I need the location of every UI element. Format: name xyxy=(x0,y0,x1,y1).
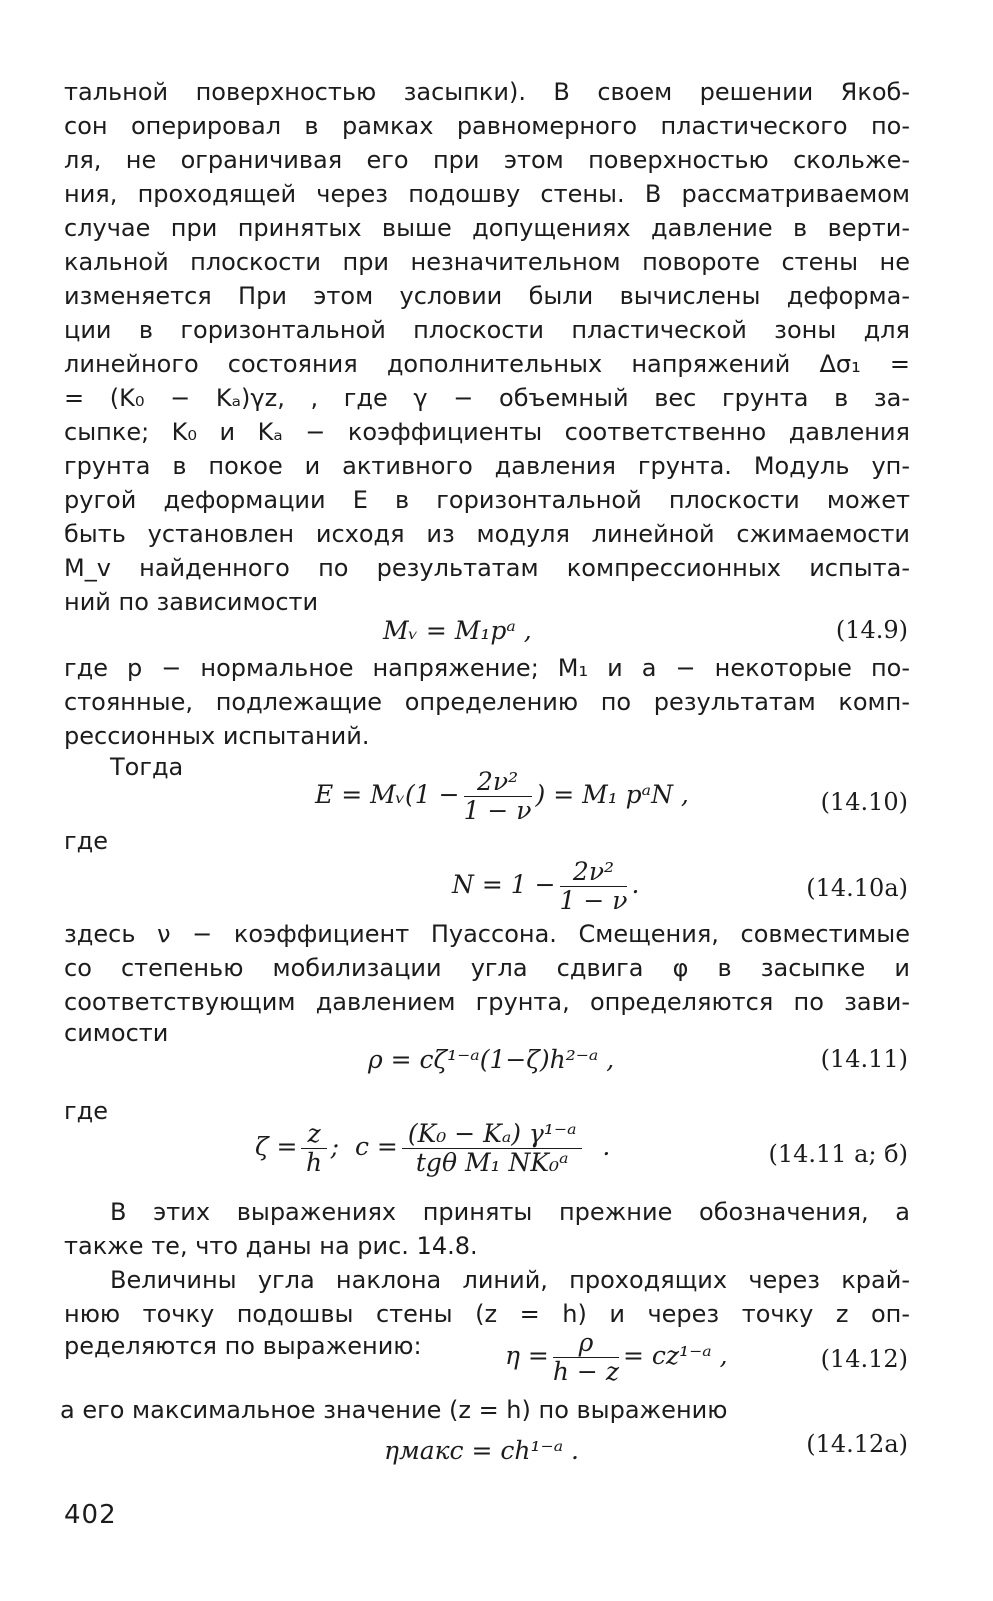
numerator: ρ xyxy=(553,1329,619,1358)
formula-part: ) = M₁ pᵃN , xyxy=(535,780,689,809)
numerator: 2ν² xyxy=(560,858,628,887)
formula-part: E = Mᵥ(1 − xyxy=(315,780,460,809)
fraction xyxy=(560,858,628,915)
equation-number: (14.11) xyxy=(820,1045,908,1073)
text-line: ния, проходящей через подошву стены. В рассматриваемом xyxy=(64,180,910,208)
text-line: здесь ν − коэффициент Пуассона. Смещения, совместимые xyxy=(64,920,910,948)
text-line: а его максимальное значение (z = h) по выражению xyxy=(60,1396,728,1424)
formula-part: . xyxy=(631,870,640,899)
text-line: стоянные, подлежащие определению по результатам комп- xyxy=(64,688,910,716)
fraction xyxy=(301,1120,326,1177)
text-line: быть установлен исходя из модуля линейной сжимаемости xyxy=(64,520,910,548)
equation-number: (14.10a) xyxy=(806,874,908,902)
text-line: линейного состояния дополнительных напряжений Δσ₁ = xyxy=(64,350,910,378)
equation-number: (14.10) xyxy=(820,788,908,816)
equation-number: (14.11 а; б) xyxy=(768,1140,908,1168)
equation-14-12 xyxy=(505,1329,728,1386)
denominator: 1 − ν xyxy=(559,886,628,915)
equation-14-12a: ηмакс = ch¹⁻ᵃ . xyxy=(384,1436,579,1465)
equation-number: (14.9) xyxy=(835,616,908,644)
formula-part: N = 1 − xyxy=(452,870,556,899)
text-line: сон оперировал в рамках равномерного пластического по- xyxy=(64,112,910,140)
text-line: также те, что даны на рис. 14.8. xyxy=(64,1232,478,1260)
text-line: M_v найденного по результатам компрессионных испыта- xyxy=(64,554,910,582)
equation-number: (14.12) xyxy=(820,1345,908,1373)
text-then: Тогда xyxy=(110,753,184,781)
page-number: 402 xyxy=(64,1500,117,1530)
text-line: случае при принятых выше допущениях давление в верти- xyxy=(64,214,910,242)
equation-14-10a xyxy=(452,858,639,915)
equation-14-11ab xyxy=(255,1120,610,1177)
text-where: где xyxy=(64,827,108,855)
text-line: ределяются по выражению: xyxy=(64,1332,422,1360)
numerator: z xyxy=(301,1120,326,1149)
formula-part: ζ = xyxy=(255,1132,298,1161)
text-line: кальной плоскости при незначительном повороте стены не xyxy=(64,248,910,276)
numerator: 2ν² xyxy=(464,768,532,797)
text-line: где p − нормальное напряжение; M₁ и a − некоторые по- xyxy=(64,654,910,682)
equation-14-10 xyxy=(315,768,689,825)
text-line: ругой деформации E в горизонтальной плоскости может xyxy=(64,486,910,514)
formula-part: η = xyxy=(505,1341,549,1370)
denominator: tgθ M₁ NK₀ᵃ xyxy=(415,1148,569,1177)
formula-part: . xyxy=(602,1132,611,1161)
equation-14-11: ρ = cζ¹⁻ᵃ(1−ζ)h²⁻ᵃ , xyxy=(368,1045,615,1074)
text-line: рессионных испытаний. xyxy=(64,722,370,750)
text-line: симости xyxy=(64,1019,169,1047)
text-line: = (K₀ − Kₐ)γz, , где γ − объемный вес грунта в за- xyxy=(64,384,910,412)
text-line: ции в горизонтальной плоскости пластической зоны для xyxy=(64,316,910,344)
fraction xyxy=(464,768,532,825)
formula-part: = cz¹⁻ᵃ , xyxy=(623,1341,728,1370)
denominator: h xyxy=(305,1148,323,1177)
text-line: грунта в покое и активного давления грунта. Модуль уп- xyxy=(64,452,910,480)
formula-part: ; xyxy=(330,1132,340,1161)
fraction xyxy=(402,1120,583,1177)
formula-part: c = xyxy=(354,1132,398,1161)
equation-14-9: Mᵥ = M₁pᵃ , xyxy=(383,616,532,645)
text-line: В этих выражениях приняты прежние обозначения, а xyxy=(110,1198,910,1226)
text-line: ля, не ограничивая его при этом поверхностью скольже- xyxy=(64,146,910,174)
text-line: соответствующим давлением грунта, определяются по зави- xyxy=(64,988,910,1016)
denominator: 1 − ν xyxy=(463,796,532,825)
text-line: тальной поверхностью засыпки). В своем решении Якоб- xyxy=(64,78,910,106)
denominator: h − z xyxy=(552,1357,619,1386)
fraction xyxy=(553,1329,619,1386)
text-line: ний по зависимости xyxy=(64,588,319,616)
text-where: где xyxy=(64,1097,108,1125)
text-line: со степенью мобилизации угла сдвига φ в засыпке и xyxy=(64,954,910,982)
equation-number: (14.12a) xyxy=(806,1430,908,1458)
numerator: (K₀ − Kₐ) γ¹⁻ᵃ xyxy=(402,1120,583,1149)
text-line: Величины угла наклона линий, проходящих через край- xyxy=(110,1266,910,1294)
text-line: изменяется При этом условии были вычислены деформа- xyxy=(64,282,910,310)
text-line: нюю точку подошвы стены (z = h) и через точку z оп- xyxy=(64,1300,910,1328)
text-line: сыпке; K₀ и Kₐ − коэффициенты соответственно давления xyxy=(64,418,910,446)
